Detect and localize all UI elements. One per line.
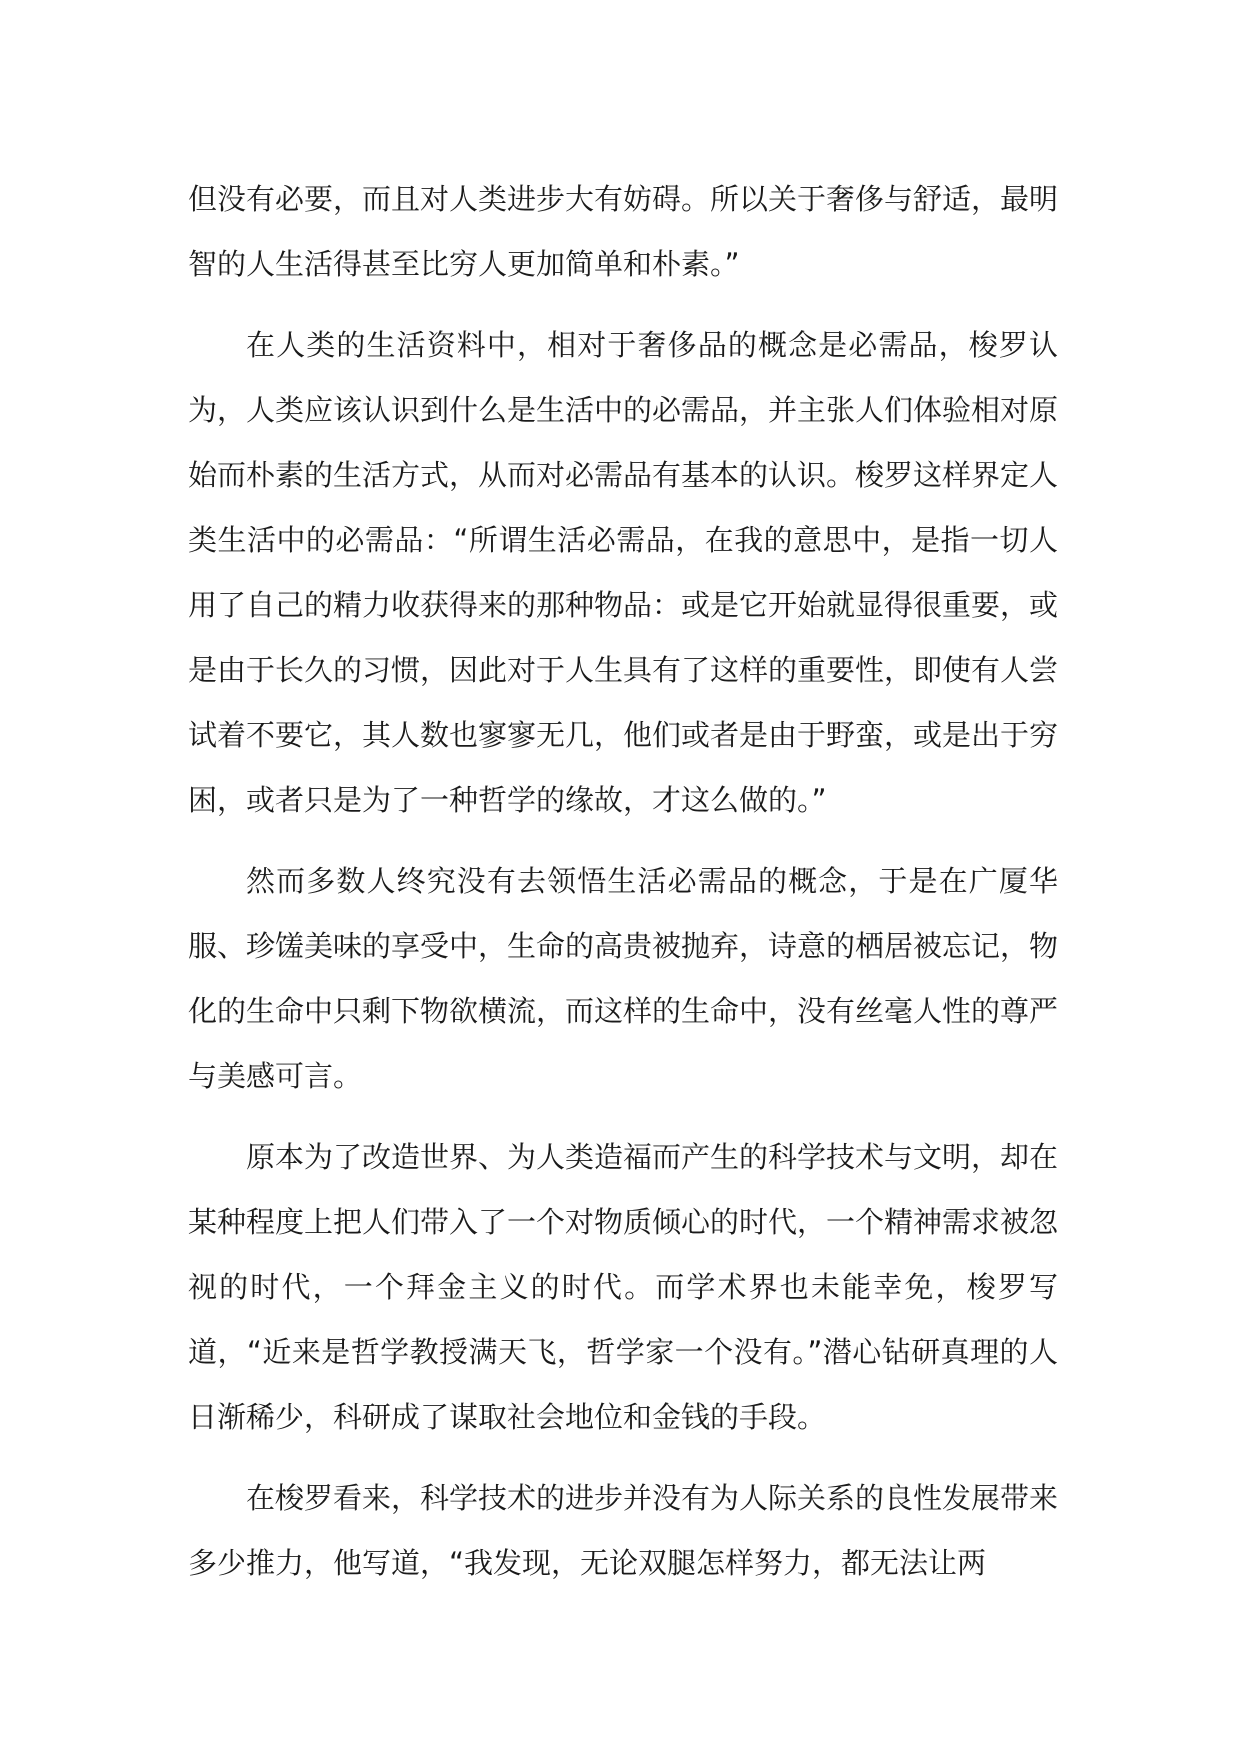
- paragraph-science: 原本为了改造世界、为人类造福而产生的科学技术与文明，却在某种程度上把人们带入了一个对物质倾心的时代，一个精神需求被忽视的时代，一个拜金主义的时代。而学术界也未能幸免，梭罗写道，“近来是哲学教授满天飞，哲学家一个没有。”潜心钻研真理的人日渐稀少，科研成了谋取社会地位和金钱的手段。: [188, 1140, 1059, 1434]
- paragraph-materialism: 然而多数人终究没有去领悟生活必需品的概念，于是在广厦华服、珍馐美味的享受中，生命的高贵被抛弃，诗意的栖居被忘记，物化的生命中只剩下物欲横流，而这样的生命中，没有丝毫人性的尊严与美感可言。: [188, 864, 1059, 1093]
- paragraph-continuation: 但没有必要，而且对人类进步大有妨碍。所以关于奢侈与舒适，最明智的人生活得甚至比穷人更加简单和朴素。”: [188, 182, 1059, 281]
- paragraph-necessities: 在人类的生活资料中，相对于奢侈品的概念是必需品，梭罗认为，人类应该认识到什么是生活中的必需品，并主张人们体验相对原始而朴素的生活方式，从而对必需品有基本的认识。梭罗这样界定人类生活中的必需品：“所谓生活必需品，在我的意思中，是指一切人用了自己的精力收获得来的那种物品：或是它开始就显得很重要，或是由于长久的习惯，因此对于人生具有了这样的重要性，即使有人尝试着不要它，其人数也寥寥无几，他们或者是由于野蛮，或是出于穷困，或者只是为了一种哲学的缘故，才这么做的。”: [188, 328, 1059, 817]
- document-body: [188, 167, 1058, 1596]
- paragraph-relations: 在梭罗看来，科学技术的进步并没有为人际关系的良性发展带来多少推力，他写道，“我发现，无论双腿怎样努力，都无法让两: [188, 1481, 1059, 1580]
